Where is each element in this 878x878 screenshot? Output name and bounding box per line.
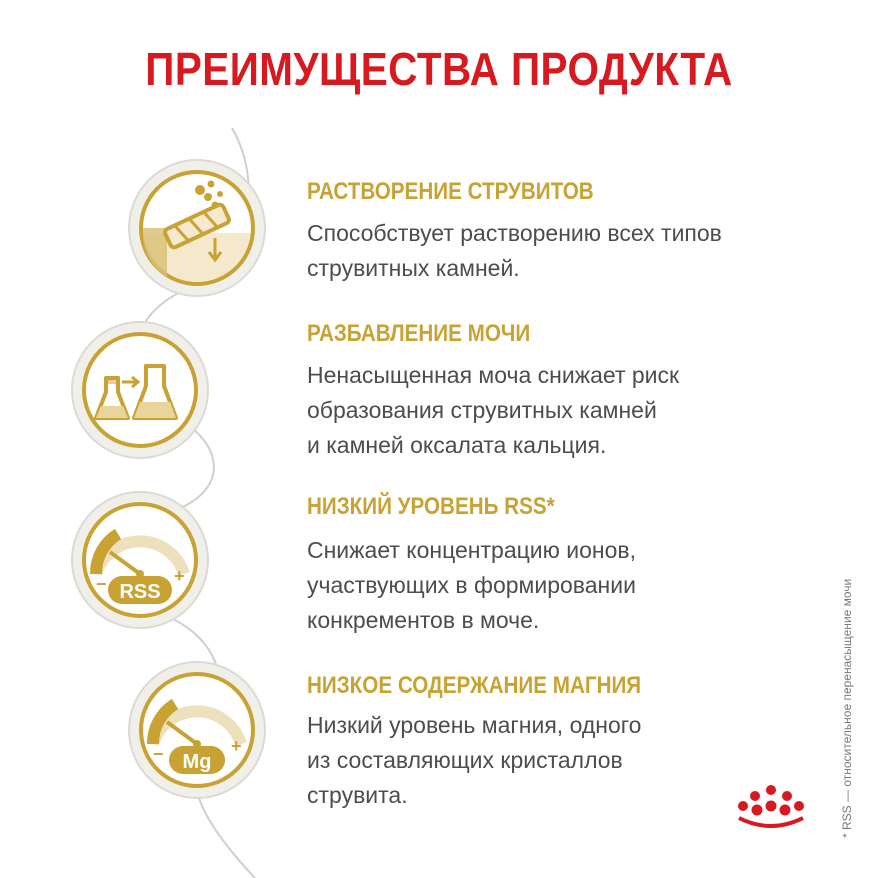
benefit-text-line: Снижает концентрацию ионов, [307,537,637,563]
benefit-title-rss: НИЗКИЙ УРОВЕНЬ RSS* [307,493,555,520]
benefit-text-line: Ненасыщенная моча снижает риск [307,362,680,388]
rss-gauge-label: RSS [119,581,161,603]
royal-canin-crown-logo [731,776,811,836]
benefit-text-line: образования струвитных камней [307,397,657,423]
flask-dilution-icon [70,320,210,460]
benefit-text-line: струвитных камней. [307,255,520,281]
benefit-title-struvite: РАСТВОРЕНИЕ СТРУВИТОВ [307,178,594,205]
benefit-text-line: участвующих в формировании [307,572,636,598]
benefit-text-struvite [307,216,722,286]
benefit-text-rss [307,533,636,638]
svg-text:+: + [174,566,185,586]
benefit-title-magnesium: НИЗКОЕ СОДЕРЖАНИЕ МАГНИЯ [307,672,642,699]
benefit-text-line: конкрементов в моче. [307,607,540,633]
svg-text:−: − [96,574,107,594]
page-title: ПРЕИМУЩЕСТВА ПРОДУКТА [145,43,733,95]
benefit-text-line: Низкий уровень магния, одного [307,712,642,738]
benefit-title-dilution: РАЗБАВЛЕНИЕ МОЧИ [307,320,531,347]
benefit-text-line: Способствует растворению всех типов [307,220,722,246]
crystal-dissolving-icon [127,158,267,298]
benefit-text-line: из составляющих кристаллов [307,747,623,773]
benefit-text-magnesium [307,708,641,813]
svg-text:+: + [231,736,242,756]
benefit-text-line: и камней оксалата кальция. [307,432,607,458]
footnote: * RSS — относительное перенасыщение мочи [840,578,854,838]
rss-gauge-icon [70,490,210,630]
mg-gauge-label: Mg [182,751,212,773]
svg-text:−: − [153,744,164,764]
magnesium-gauge-icon [127,660,267,800]
benefit-text-line: струвита. [307,782,408,808]
benefit-text-dilution [307,358,679,463]
